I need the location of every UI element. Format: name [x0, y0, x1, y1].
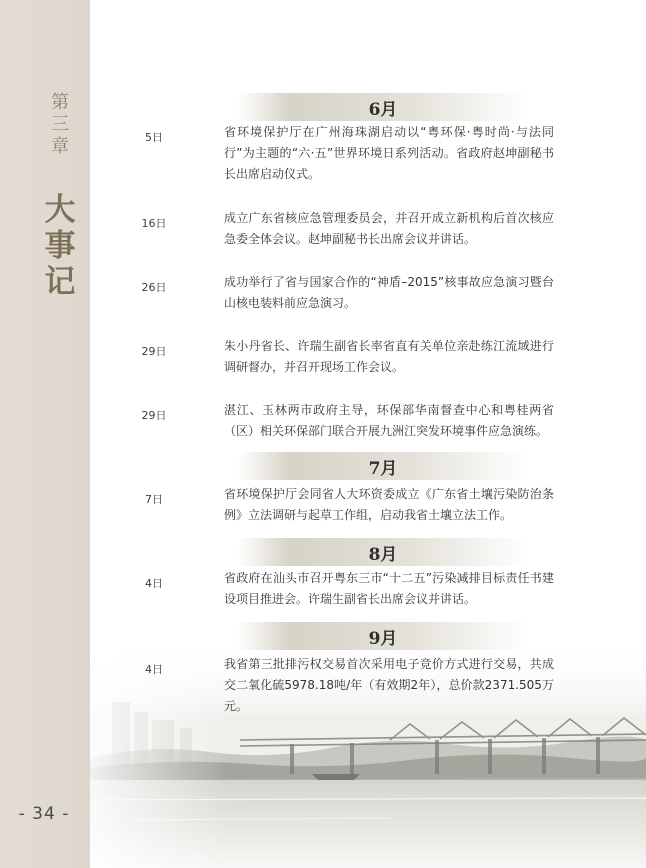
entry-text: 省政府在汕头市召开粤东三市“十二五”污染减排目标责任书建设项目推进会。许瑞生副省长出席会议并讲话。 — [224, 571, 554, 606]
entry-text: 成功举行了省与国家合作的“神盾–2015”核事故应急演习暨台山核电装料前应急演习。 — [224, 275, 554, 310]
month-title: 6月 — [368, 100, 398, 120]
entry-text: 我省第三批排污权交易首次采用电子竞价方式进行交易，共成交二氧化硫5978.18吨/年（有效期2年），总价款2371.505万元。 — [224, 657, 554, 713]
page-number: - 34 - — [18, 804, 70, 824]
month-header — [238, 538, 528, 566]
month-header — [238, 452, 528, 480]
entry-text: 湛江、玉林两市政府主导，环保部华南督查中心和粤桂两省（区）相关环保部门联合开展九洲江突发环境事件应急演练。 — [224, 403, 554, 438]
month-title: 9月 — [368, 629, 398, 649]
entry-text: 省环境保护厅在广州海珠湖启动以“粤环保·粤时尚·与法同行”为主题的“六·五”世界环境日系列活动。省政府赵坤副秘书长出席启动仪式。 — [224, 125, 554, 181]
month-title: 7月 — [368, 459, 398, 479]
entry-date: 7日 — [145, 493, 163, 506]
chapter-title-char: 大 — [44, 192, 76, 228]
chapter-title-char: 记 — [44, 264, 76, 300]
chapter-title — [42, 192, 78, 300]
entry-text: 省环境保护厅会同省人大环资委成立《广东省土壤污染防治条例》立法调研与起草工作组，启动我省土壤立法工作。 — [224, 487, 554, 522]
entry-date: 29日 — [141, 409, 167, 422]
chapter-sidebar — [0, 0, 90, 868]
month-header — [238, 622, 528, 650]
month-title: 8月 — [368, 545, 398, 565]
entry-date: 16日 — [141, 217, 167, 230]
entry-date: 26日 — [141, 281, 167, 294]
entry-text: 成立广东省核应急管理委员会，并召开成立新机构后首次核应急委全体会议。赵坤副秘书长出席会议并讲话。 — [224, 211, 554, 246]
chapter-label-char: 章 — [51, 136, 69, 157]
chapter-label-char: 三 — [51, 114, 69, 135]
chapter-label — [47, 92, 73, 158]
entry-date: 4日 — [145, 577, 163, 590]
entry-date: 4日 — [145, 663, 163, 676]
chapter-label-char: 第 — [51, 92, 69, 113]
month-header — [238, 93, 528, 121]
entry-date: 29日 — [141, 345, 167, 358]
entry-date: 5日 — [145, 131, 163, 144]
entry-text: 朱小丹省长、许瑞生副省长率省直有关单位亲赴练江流域进行调研督办，并召开现场工作会议。 — [224, 339, 554, 374]
chapter-title-char: 事 — [44, 228, 76, 264]
